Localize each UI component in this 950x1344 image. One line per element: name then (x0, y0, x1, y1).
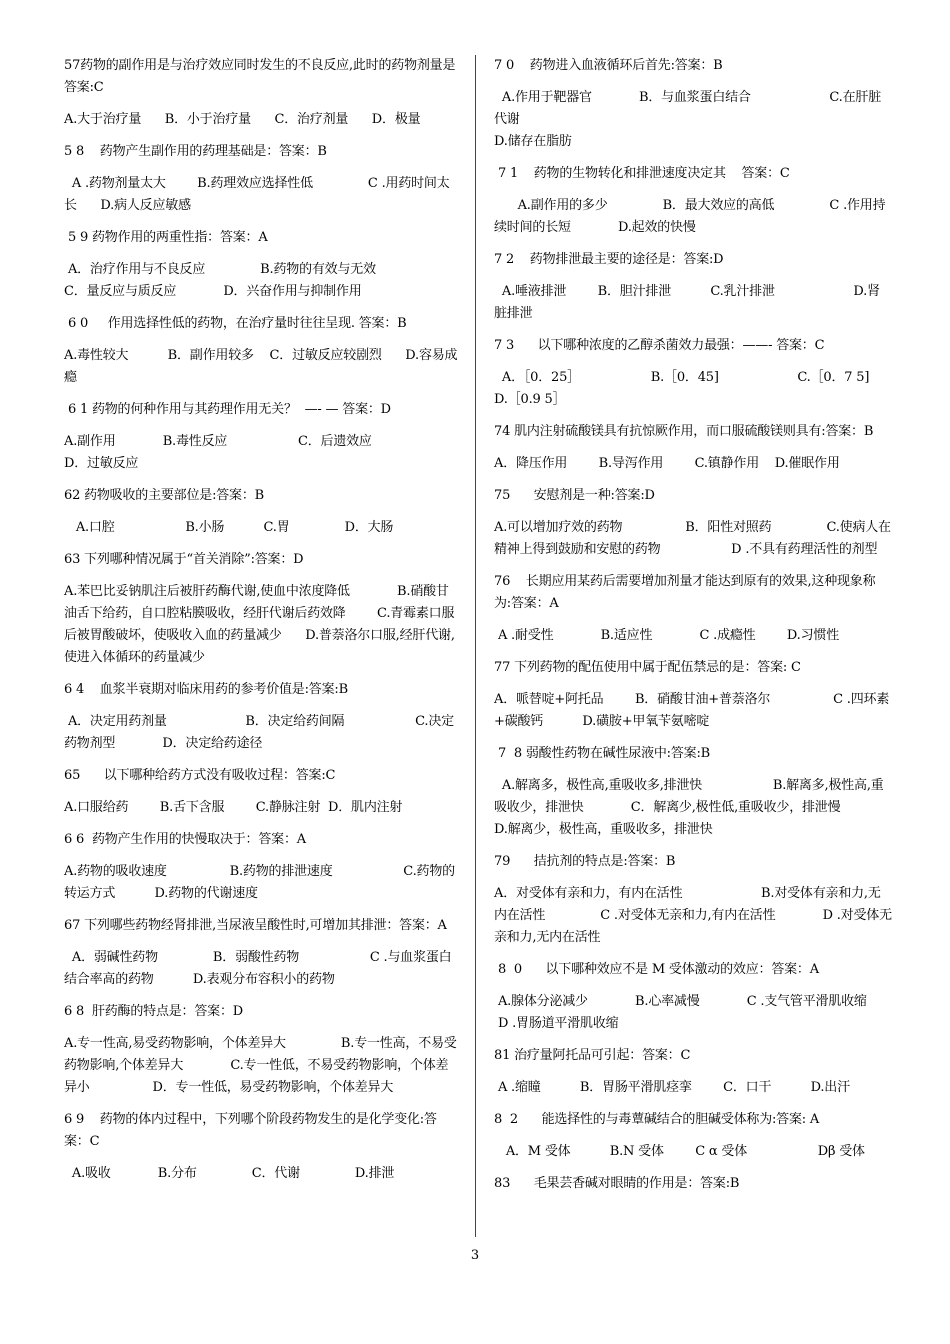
column-divider (475, 55, 476, 1237)
answer-options: A .缩瞳 B．胃肠平滑肌痉挛 C．口干 D.出汗 (494, 1080, 850, 1095)
left-column (64, 55, 460, 1195)
question-text: 5 8 药物产生副作用的药理基础是：答案：B (64, 144, 327, 159)
question-text: 77 下列药物的配伍使用中属于配伍禁忌的是：答案: C (494, 660, 801, 675)
answer-options: A．对受体有亲和力，有内在活性 B.对受体有亲和力,无内在活性 C .对受体无亲和力,有内在活性 D .对受体无亲和力,无内在活性 (494, 886, 892, 945)
question-text: 7 0 药物进入血液循环后首先:答案：B (494, 58, 723, 73)
answer-options: A.口服给药 B.舌下含服 C.静脉注射 D．肌内注射 (64, 800, 403, 815)
question-text: 6 6 药物产生作用的快慢取决于：答案：A (64, 832, 306, 847)
answer-options: A．M 受体 B.N 受体 C α 受体 Dβ 受体 (494, 1144, 865, 1159)
answer-options: A.腺体分泌减少 B.心率减慢 C .支气管平滑肌收缩 D .胃肠道平滑肌收缩 (497, 994, 867, 1031)
question-text: 7 2 药物排泄最主要的途径是：答案:D (494, 252, 724, 267)
answer-options: A.专一性高,易受药物影响，个体差异大 B.专一性高，不易受药物影响,个体差异大 C.专一性低，不易受药物影响，个体差异小 D．专一性低，易受药物影响，个体差异大 (64, 1036, 457, 1095)
answer-options: A.解离多，极性高,重吸收多,排泄快 B.解离多,极性高,重吸收少，排泄快 C．解离少,极性低,重吸收少，排泄慢 D.解离少，极性高，重吸收多，排泄快 (494, 778, 884, 837)
answer-options: A .药物剂量太大 B.药理效应选择性低 C .用药时间太长 D.病人反应敏感 (64, 176, 450, 213)
answer-options: A .耐受性 B.适应性 C .成瘾性 D.习惯性 (494, 628, 840, 643)
answer-options: A.唾液排泄 B．胆汁排泄 C.乳汁排泄 D.肾脏排泄 (494, 284, 880, 321)
question-text: 7 1 药物的生物转化和排泄速度决定其 答案：C (494, 166, 790, 181)
page-number: 3 (470, 1248, 480, 1263)
question-text: 7 8 弱酸性药物在碱性尿液中:答案:B (494, 746, 710, 761)
question-text: 5 9 药物作用的两重性指：答案：A (64, 230, 268, 245)
answer-options: A．决定用药剂量 B．决定给药间隔 C.决定药物剂型 D．决定给药途径 (64, 714, 454, 751)
answer-options: A．［0．25］ B.［0．45] C.［0．7 5] D.［0.9 5］ (494, 370, 870, 407)
answer-options: A.可以增加疗效的药物 B．阳性对照药 C.使病人在精神上得到鼓励和安慰的药物 D .不具有药理活性的剂型 (494, 520, 891, 557)
question-text: 6 4 血浆半衰期对临床用药的参考价值是:答案:B (64, 682, 348, 697)
question-text: 6 0 作用选择性低的药物，在治疗量时往往呈现. 答案：B (64, 316, 407, 331)
answer-options: A.苯巴比妥钠肌注后被肝药酶代谢,使血中浓度降低 B.硝酸甘油舌下给药，自口腔粘膜吸收，经肝代谢后药效降 C.青霉素口服后被胃酸破坏，使吸收入血的药量减少 D.普萘洛尔口服,经肝代谢,使进入体循环的药量减少 (64, 584, 455, 665)
question-text: 6 9 药物的体内过程中，下列哪个阶段药物发生的是化学变化:答案：C (64, 1112, 437, 1149)
question-text: 67 下列哪些药物经肾排泄,当尿液呈酸性时,可增加其排泄：答案：A (64, 918, 447, 933)
question-text: 7 3 以下哪种浓度的乙醇杀菌效力最强：——- 答案：C (494, 338, 825, 353)
question-text: 6 8 肝药酶的特点是：答案：D (64, 1004, 243, 1019)
question-text: 76 长期应用某药后需要增加剂量才能达到原有的效果,这种现象称为:答案：A (494, 574, 876, 611)
question-text: 74 肌内注射硫酸镁具有抗惊厥作用，而口服硫酸镁则具有:答案：B (494, 424, 874, 439)
question-text: 62 药物吸收的主要部位是:答案：B (64, 488, 265, 503)
question-text: 8 0 以下哪种效应不是 M 受体激动的效应：答案：A (494, 962, 819, 977)
question-text: 83 毛果芸香碱对眼睛的作用是：答案:B (494, 1176, 740, 1191)
answer-options: A.毒性较大 B．副作用较多 C．过敏反应较剧烈 D.容易成瘾 (64, 348, 458, 385)
answer-options: A.药物的吸收速度 B.药物的排泄速度 C.药物的转运方式 D.药物的代谢速度 (64, 864, 455, 901)
answer-options: A.副作用 B.毒性反应 C．后遗效应 D．过敏反应 (64, 434, 372, 471)
question-text: 65 以下哪种给药方式没有吸收过程：答案:C (64, 768, 336, 783)
question-text: 75 安慰剂是一种:答案:D (494, 488, 655, 503)
answer-options: A．治疗作用与不良反应 B.药物的有效与无效 C．量反应与质反应 D．兴奋作用与抑制作用 (64, 262, 447, 299)
answer-options: A．哌替啶+阿托品 B．硝酸甘油+普萘洛尔 C .四环素+碳酸钙 D.磺胺+甲氧苄氨嘧啶 (494, 692, 890, 729)
question-text: 57药物的副作用是与治疗效应同时发生的不良反应,此时的药物剂量是答案:C (64, 58, 456, 95)
question-text: 6 1 药物的何种作用与其药理作用无关？ —- — 答案：D (64, 402, 391, 417)
right-column (494, 55, 892, 1205)
answer-options: A.大于治疗量 B．小于治疗量 C．治疗剂量 D．极量 (64, 112, 421, 127)
question-text: 8 2 能选择性的与毒蕈碱结合的胆碱受体称为:答案: A (494, 1112, 820, 1127)
question-text: 79 拮抗剂的特点是:答案：B (494, 854, 676, 869)
answer-options: A.口腔 B.小肠 C.胃 D．大肠 (64, 520, 394, 535)
question-text: 63 下列哪种情况属于“首关消除”:答案：D (64, 552, 304, 567)
answer-options: A．弱碱性药物 B．弱酸性药物 C .与血浆蛋白结合率高的药物 D.表观分布容积小的药物 (64, 950, 452, 987)
answer-options: A.副作用的多少 B．最大效应的高低 C .作用持续时间的长短 D.起效的快慢 (494, 198, 886, 235)
answer-options: A.吸收 B.分布 C．代谢 D.排泄 (64, 1166, 395, 1181)
question-text: 81 治疗量阿托品可引起：答案：C (494, 1048, 691, 1063)
answer-options: A.作用于靶器官 B．与血浆蛋白结合 C.在肝脏代谢 D.储存在脂肪 (494, 90, 881, 149)
answer-options: A．降压作用 B.导泻作用 C.镇静作用 D.催眠作用 (494, 456, 840, 471)
